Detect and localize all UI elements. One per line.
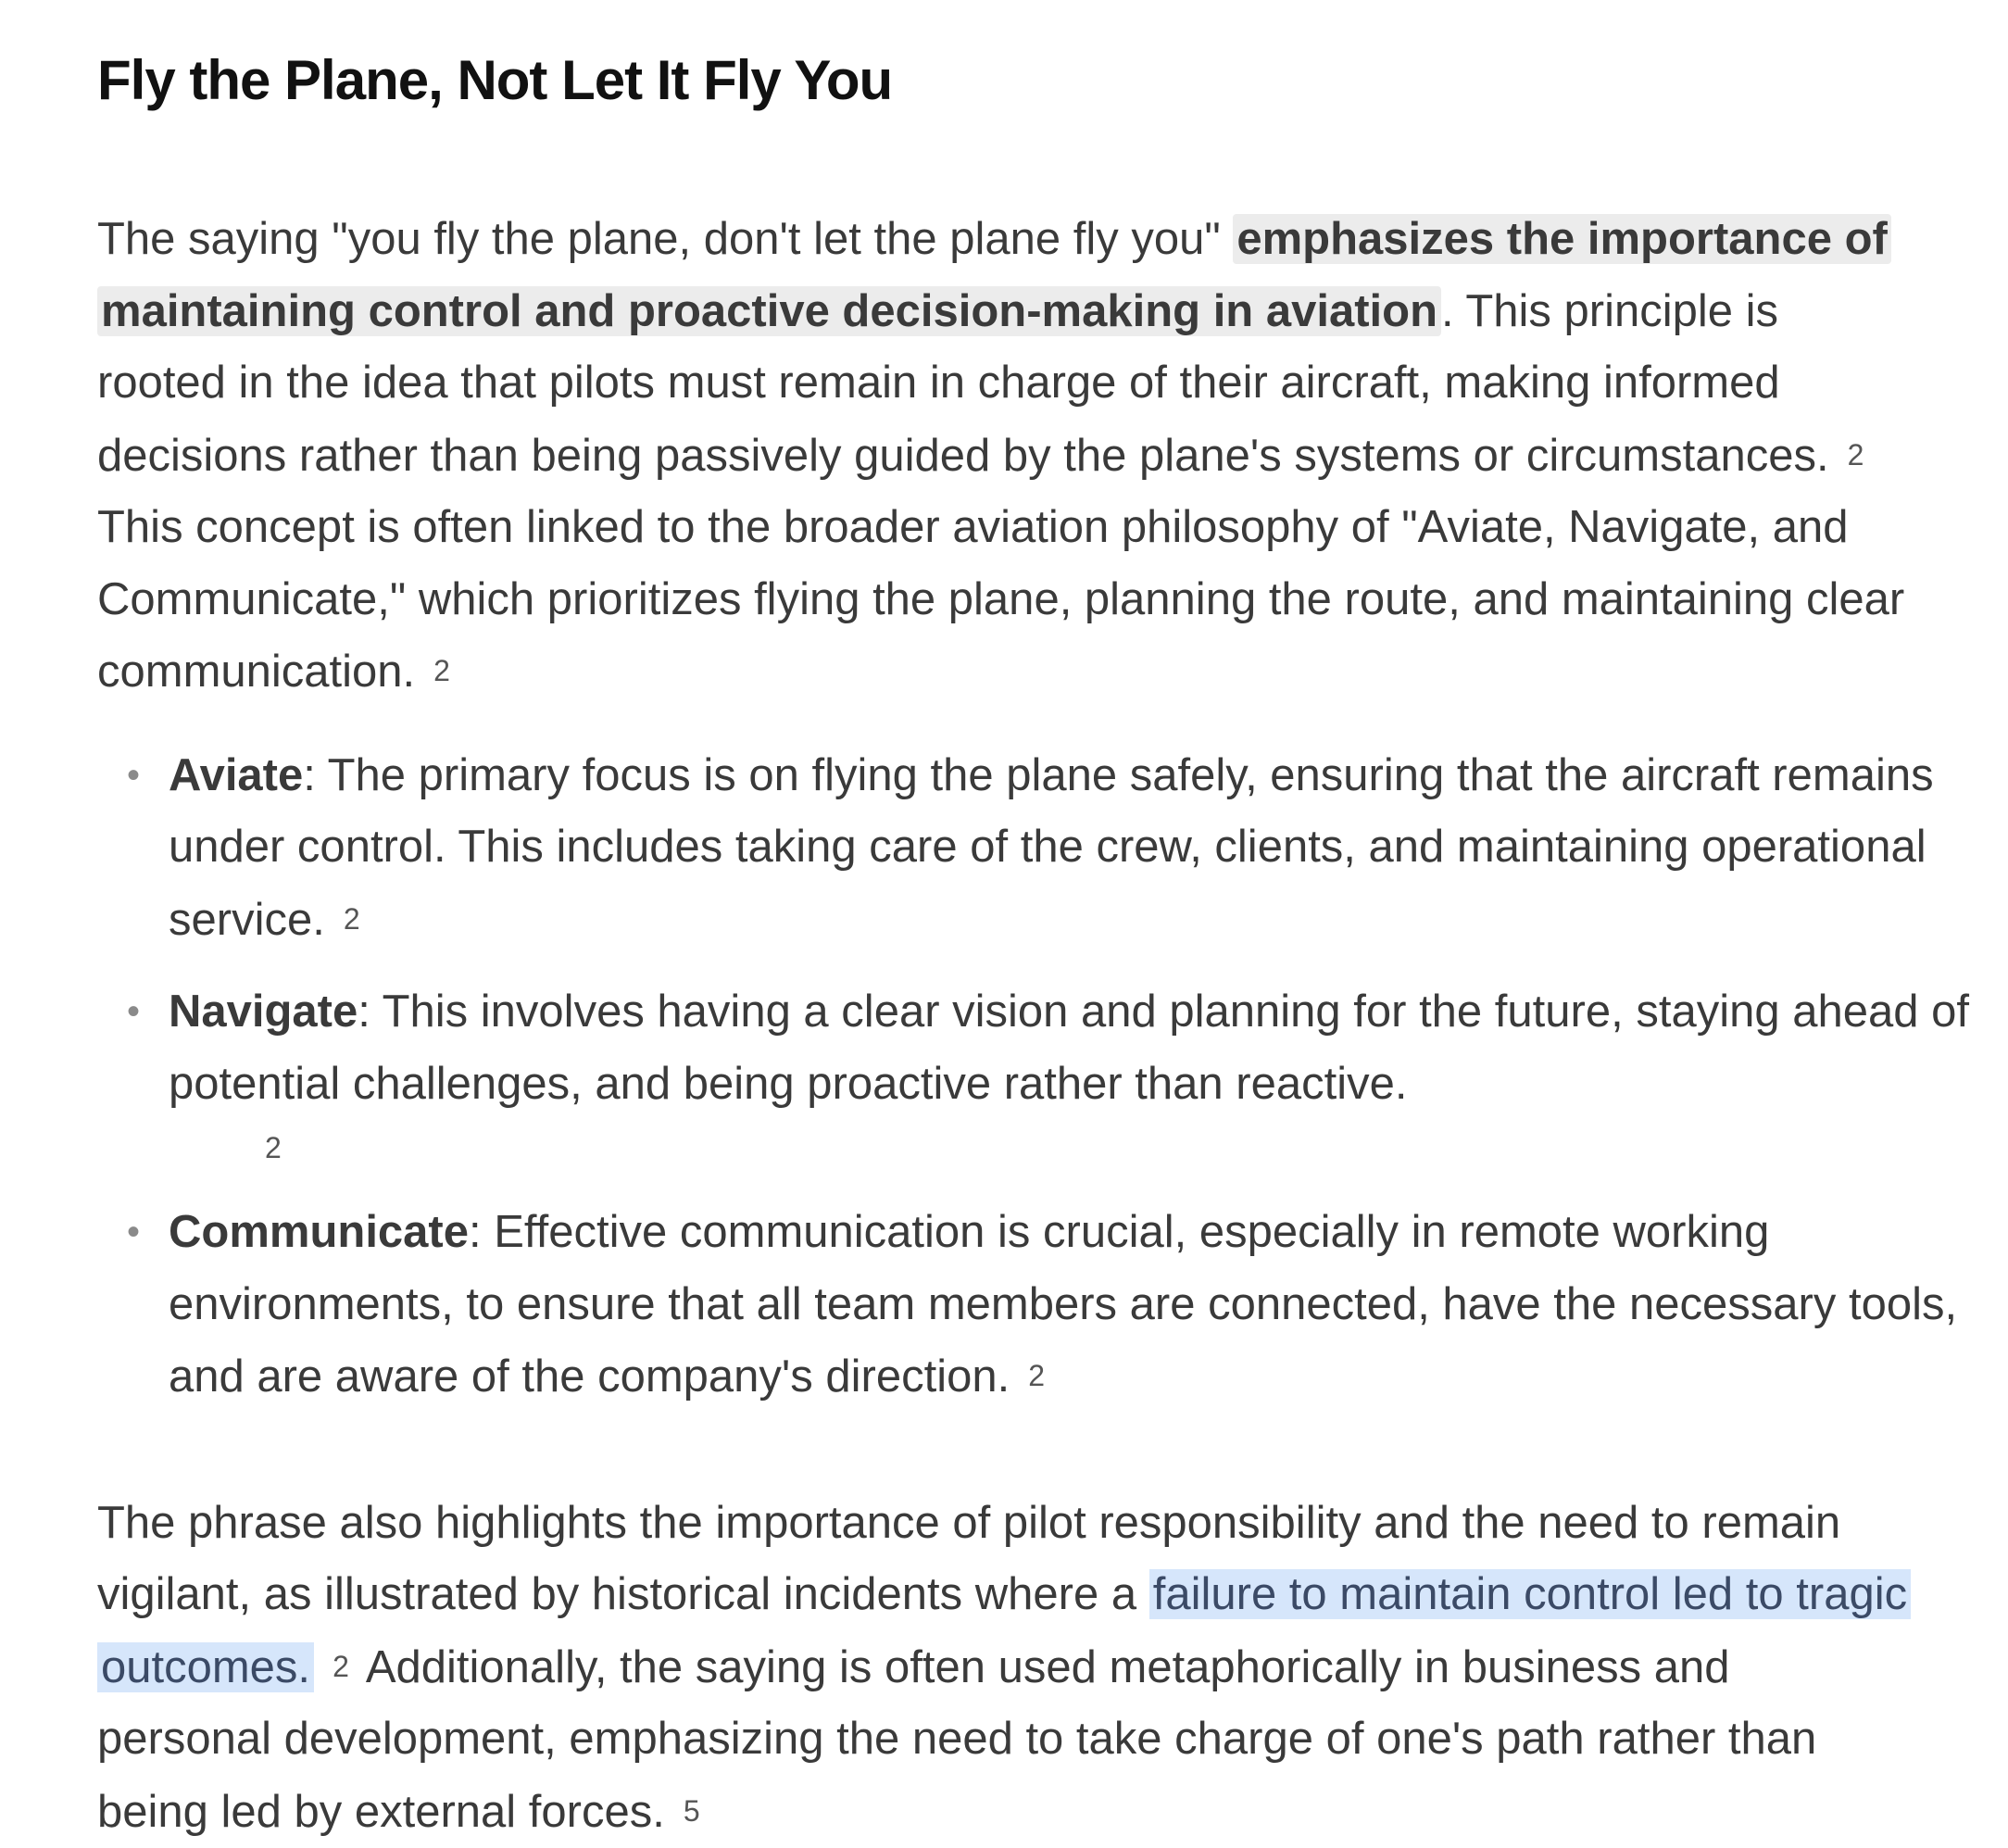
intro-paragraph (97, 204, 1913, 709)
list-item-communicate (169, 1197, 1984, 1414)
intro-text-1: The saying "you fly the plane, don't let the plane fly you" (97, 214, 1233, 264)
list-item-navigate (169, 976, 1984, 1176)
intro-highlight[interactable]: emphasizes the importance of maintaining control and proactive decision-making in aviation (97, 214, 1891, 336)
citation-link[interactable]: 2 (433, 635, 450, 708)
principles-list (97, 740, 1968, 1414)
list-text: : Effective communication is crucial, especially in remote working environments, to ensure that all team members are connected, have the necessary tools, and are aware of the company's direction. (169, 1207, 1957, 1402)
page-title: Fly the Plane, Not Let It Fly You (97, 39, 1968, 122)
citation-line (169, 1120, 1984, 1176)
list-item-aviate (169, 740, 1984, 957)
list-text: : This involves having a clear vision and planning for the future, staying ahead of potential challenges, and being proactive rather than reactive. (169, 987, 1969, 1109)
outro-text-2: Additionally, the saying is often used metaphorically in business and personal development, emphasizing the need to take charge of one's path rather than being led by external forces. (97, 1642, 1816, 1837)
citation-link[interactable]: 2 (1028, 1340, 1045, 1413)
list-text: : The primary focus is on flying the plane safely, ensuring that the aircraft remains under control. This includes taking care of the crew, clients, and maintaining operational service. (169, 750, 1934, 945)
citation-link[interactable]: 2 (265, 1120, 282, 1175)
selected-text-highlight[interactable]: failure to maintain control led to tragic outcomes. (97, 1569, 1911, 1692)
citation-link[interactable]: 5 (684, 1776, 700, 1848)
citation-link[interactable]: 2 (344, 884, 360, 956)
list-term: Navigate (169, 987, 358, 1037)
citation-link[interactable]: 2 (333, 1631, 349, 1703)
bullet-icon: • (127, 740, 140, 812)
citation-link[interactable]: 2 (1848, 420, 1864, 492)
bullet-icon: • (127, 976, 140, 1049)
list-term: Aviate (169, 750, 303, 800)
list-term: Communicate (169, 1207, 469, 1257)
bullet-icon: • (127, 1197, 140, 1269)
intro-text-3: This concept is often linked to the broader aviation philosophy of "Aviate, Navigate, and Communicate," which prioritizes flying the plane, planning the route, and maintaining clear communication. (97, 502, 1904, 697)
answer-content (97, 39, 1968, 1848)
outro-text-1: The phrase also highlights the importance of pilot responsibility and the need to remain vigilant, as illustrated by historical incidents where a (97, 1498, 1840, 1620)
outro-paragraph (97, 1488, 1913, 1848)
intro-text-2: . This principle is rooted in the idea that pilots must remain in charge of their aircraft, making informed decisions rather than being passively guided by the plane's systems or circumstances. (97, 286, 1829, 481)
